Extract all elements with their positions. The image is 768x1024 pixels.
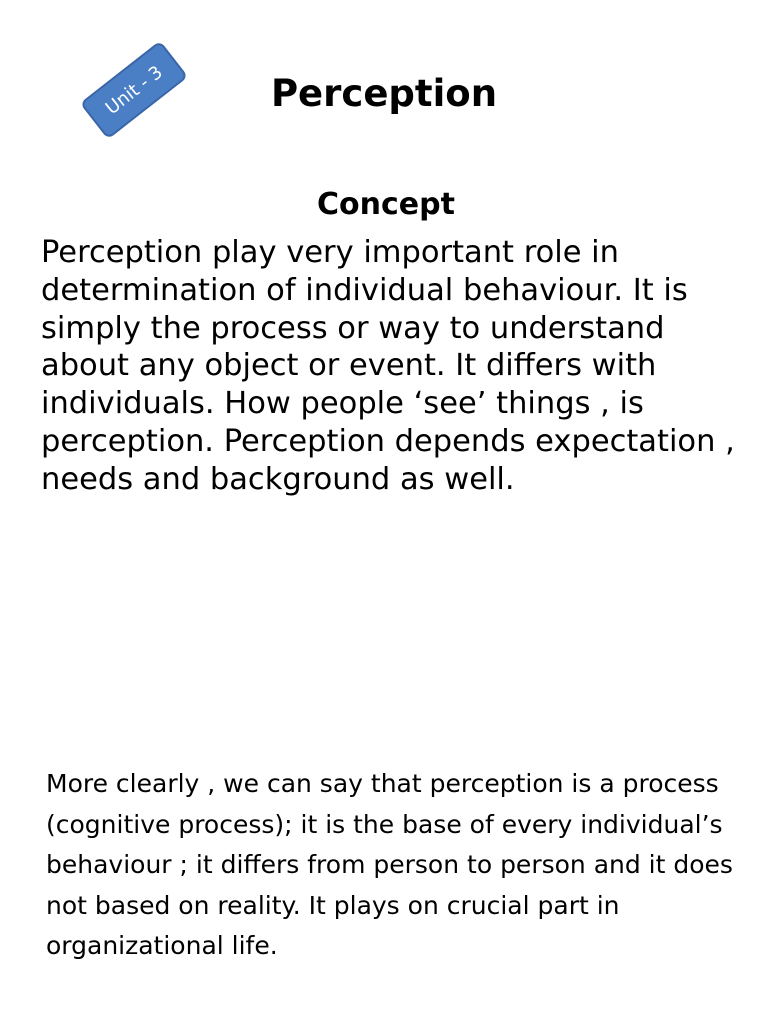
concept-paragraph: Perception play very important role in determination of individual behaviour. It is simply the process or way to understand about any object or event. It differs with individuals. How people ‘see’ things , is perception. Perception depends expectation , needs and background as well.: [41, 235, 735, 497]
unit-badge-label: Unit - 3: [101, 61, 167, 119]
section-heading: Concept: [317, 187, 455, 222]
summary-paragraph: More clearly , we can say that perception is a process (cognitive process); it is the base of every individual’s behaviour ; it differs from person to person and it does not based on reality. It plays on crucial part in organizational life.: [46, 769, 733, 961]
page-title: Perception: [270, 72, 498, 115]
